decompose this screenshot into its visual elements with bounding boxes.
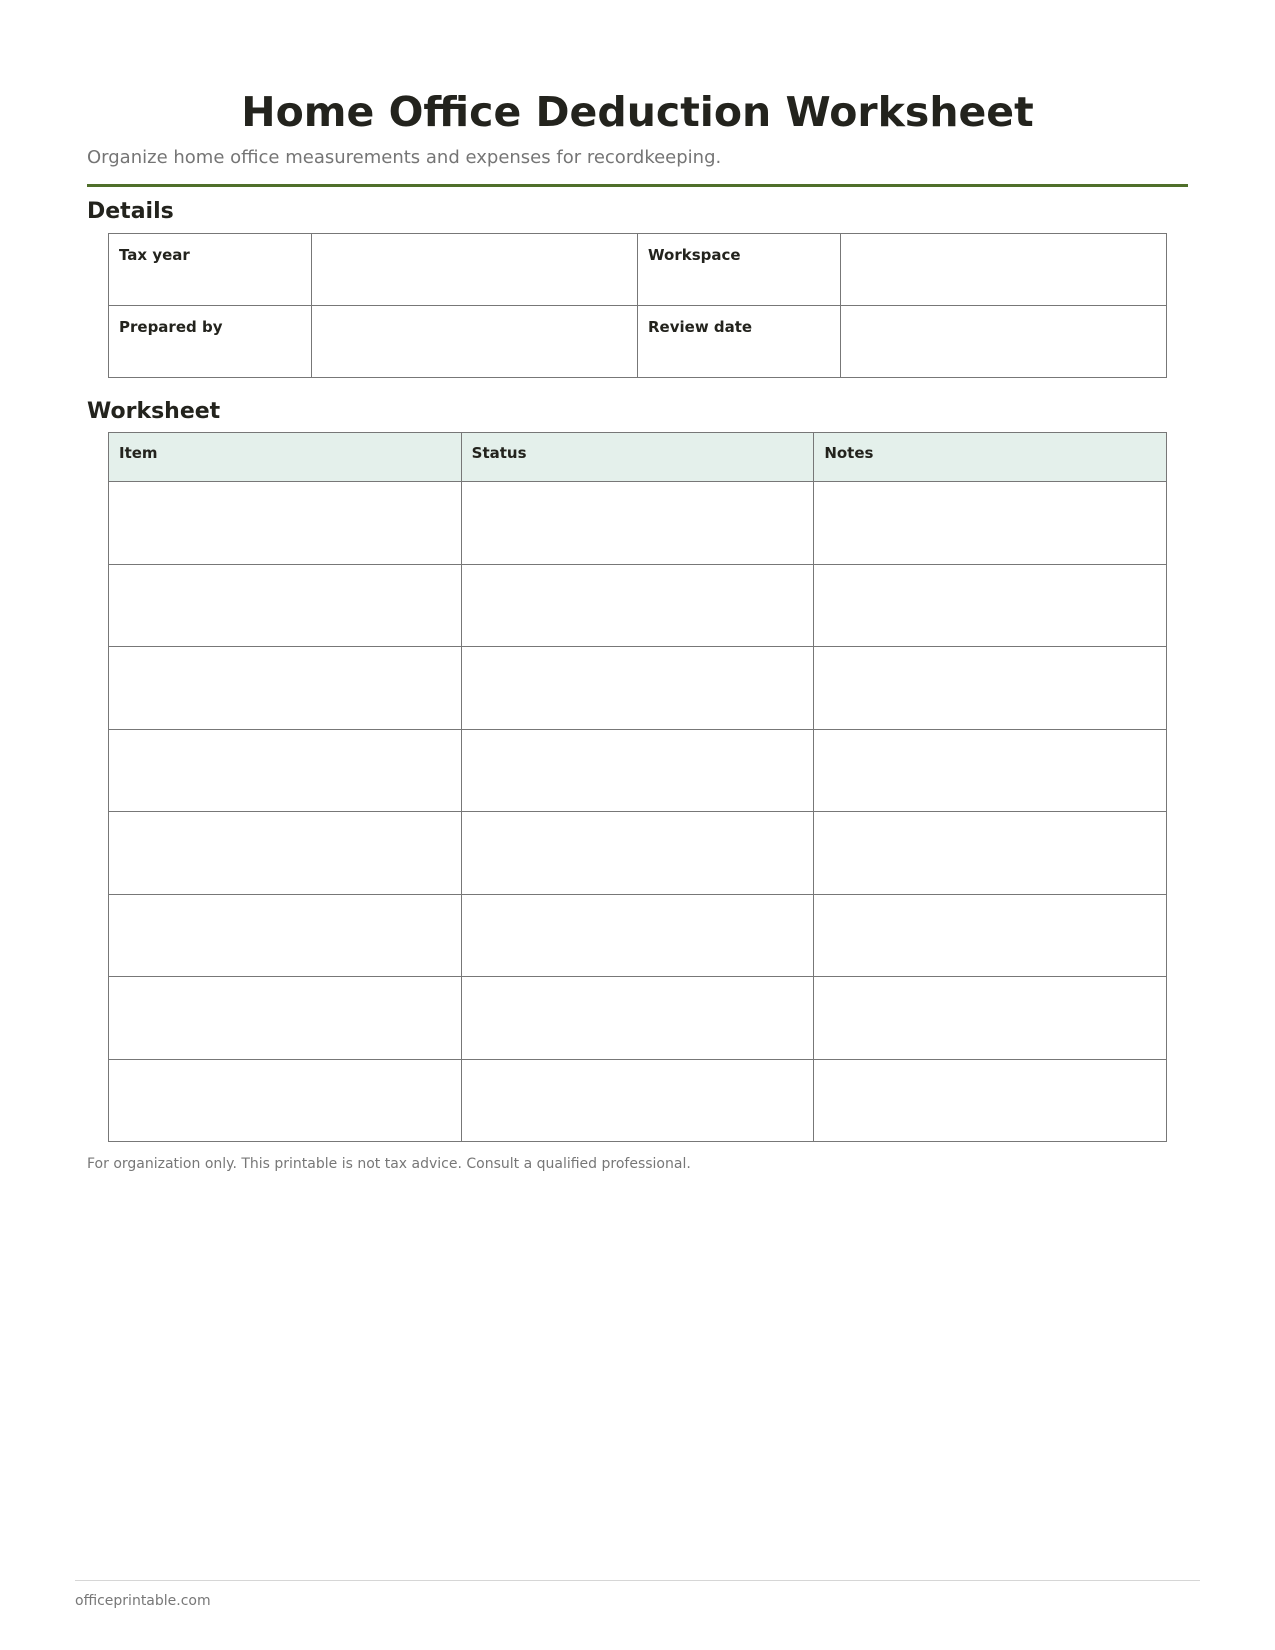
notes-cell[interactable]: [814, 647, 1167, 730]
table-row: [109, 482, 1167, 565]
table-row: [109, 812, 1167, 895]
review-date-field[interactable]: [841, 306, 1167, 378]
item-cell[interactable]: [109, 894, 462, 977]
notes-cell[interactable]: [814, 977, 1167, 1060]
footer-site: officeprintable.com: [75, 1593, 211, 1609]
tax-year-field[interactable]: [312, 234, 638, 306]
table-row: [109, 729, 1167, 812]
page-title: Home Office Deduction Worksheet: [241, 88, 1034, 136]
status-cell[interactable]: [461, 729, 814, 812]
status-cell[interactable]: [461, 977, 814, 1060]
item-cell[interactable]: [109, 977, 462, 1060]
status-cell[interactable]: [461, 812, 814, 895]
table-row: [109, 894, 1167, 977]
worksheet-body: [109, 482, 1167, 1142]
prepared-by-field[interactable]: [312, 306, 638, 378]
status-cell[interactable]: [461, 482, 814, 565]
status-cell[interactable]: [461, 894, 814, 977]
notes-cell[interactable]: [814, 812, 1167, 895]
review-date-label-cell: [638, 306, 841, 378]
notes-cell[interactable]: [814, 482, 1167, 565]
item-cell[interactable]: [109, 564, 462, 647]
table-row: [109, 977, 1167, 1060]
review-date-label: Review date: [648, 318, 753, 336]
prepared-by-label: Prepared by: [119, 318, 223, 336]
details-row: [109, 234, 1167, 306]
prepared-by-label-cell: [109, 306, 312, 378]
title-divider: [87, 184, 1188, 187]
worksheet-table: [108, 432, 1167, 1142]
status-cell[interactable]: [461, 1059, 814, 1142]
disclaimer-text: For organization only. This printable is not tax advice. Consult a qualified professional.: [87, 1156, 691, 1172]
details-table: [108, 233, 1167, 378]
details-heading: Details: [87, 199, 174, 224]
workspace-label-cell: [638, 234, 841, 306]
column-header-item: Item: [109, 433, 462, 482]
workspace-field[interactable]: [841, 234, 1167, 306]
item-cell[interactable]: [109, 729, 462, 812]
status-cell[interactable]: [461, 647, 814, 730]
tax-year-label-cell: [109, 234, 312, 306]
details-row: [109, 306, 1167, 378]
footer-divider: [75, 1580, 1200, 1581]
column-header-status: Status: [461, 433, 814, 482]
notes-cell[interactable]: [814, 1059, 1167, 1142]
table-row: [109, 1059, 1167, 1142]
item-cell[interactable]: [109, 482, 462, 565]
column-header-notes: Notes: [814, 433, 1167, 482]
table-row: [109, 564, 1167, 647]
workspace-label: Workspace: [648, 246, 741, 264]
page-subtitle: Organize home office measurements and expenses for recordkeeping.: [87, 147, 722, 168]
notes-cell[interactable]: [814, 894, 1167, 977]
notes-cell[interactable]: [814, 729, 1167, 812]
worksheet-header-row: [109, 433, 1167, 482]
status-cell[interactable]: [461, 564, 814, 647]
item-cell[interactable]: [109, 1059, 462, 1142]
table-row: [109, 647, 1167, 730]
worksheet-heading: Worksheet: [87, 399, 221, 424]
item-cell[interactable]: [109, 647, 462, 730]
notes-cell[interactable]: [814, 564, 1167, 647]
tax-year-label: Tax year: [119, 246, 190, 264]
item-cell[interactable]: [109, 812, 462, 895]
